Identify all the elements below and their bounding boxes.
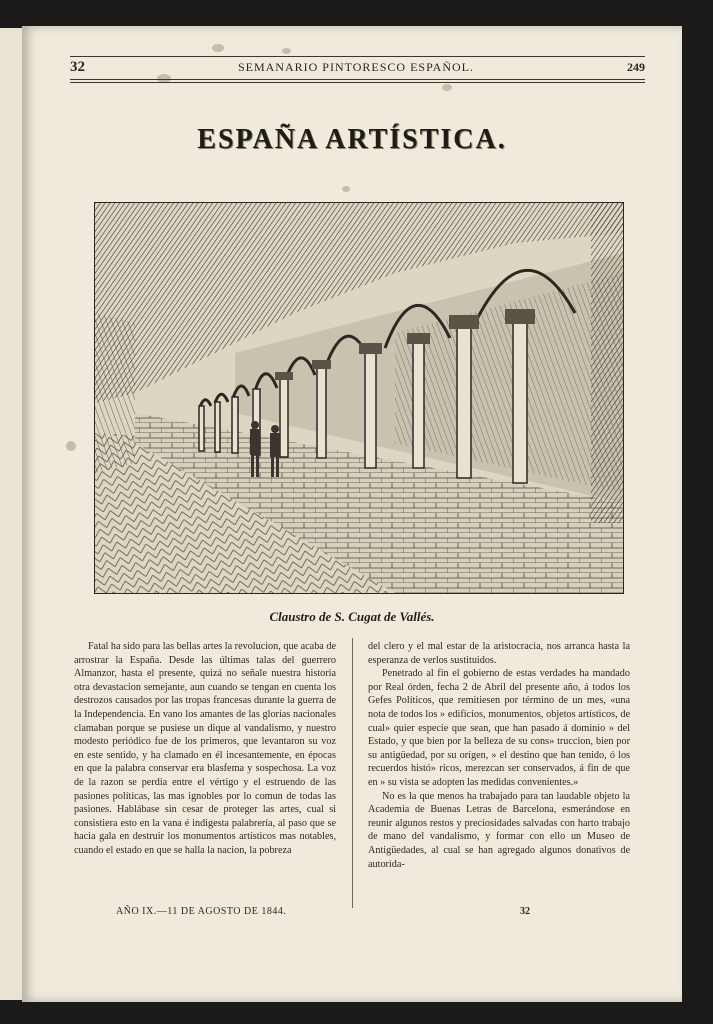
running-header <box>70 58 645 76</box>
engraving-caption: Claustro de S. Cugat de Vallés. <box>269 609 435 624</box>
header-rule-bottom-2 <box>70 82 645 83</box>
cloister-illustration <box>95 203 623 593</box>
page-number-right: 249 <box>626 59 645 74</box>
ink-stain <box>212 44 224 52</box>
previous-page-edge <box>0 28 23 1000</box>
column-divider <box>352 638 353 908</box>
article-column-right <box>368 640 630 871</box>
article-paragraph: Penetrado al fin el gobierno de estas verdades ha mandado por Real órden, fecha 2 de Abril del presente año, á todos los Gefes Políticos, que remitiesen por término de un mes, «una nota de todos los » edificios, monumentos, objetos artísticos, de cual» quier especie que sean, que han pasado á dominio » del Estado, y que bien por la belleza de su cons» truccion, bien por su antigüedad, por su orígen, » el destino que han tenido, ó los recuerdos histó» ricos, merezcan ser conservados, á fin de que en » su vista se adopten las medidas convenientes.» <box>368 668 630 788</box>
article-paragraph: del clero y el mal estar de la aristocracia, nos arranca hasta la esperanza de verlos sustituidos. <box>368 641 630 666</box>
page-number-left: 32 <box>70 58 85 75</box>
article-column-left <box>74 640 336 858</box>
sheet-number: 32 <box>520 906 530 917</box>
section-title: ESPAÑA ARTÍSTICA. <box>197 124 507 155</box>
header-rule-bottom <box>70 79 645 80</box>
periodical-title: SEMANARIO PINTORESCO ESPAÑOL. <box>237 59 475 74</box>
ink-stain <box>282 48 291 54</box>
article-paragraph: Fatal ha sido para las bellas artes la revolucion, que acaba de arrostrar la España. Desde las últimas talas del guerrero Almanzor, hasta el presente, quizá no señale nuestra historia otra devastacion semejante, aun cuando se tengan en cuenta los destrozos causados por las tropas francesas durante la guerra de la Independencia. En vano los amantes de las glorias nacionales clamaban porque se pusiese un dique al vandalismo, y nuestro modesto periódico fue de los primeros, que levantaron su voz en este sentido, y ha clamado en él incesantemente, en épocas en que la palabra conservar era blasfema y sospechosa. La voz de la razon se perdia entre el vértigo y el estruendo de las pasiones políticas, las mas ignobles por lo comun de todas las pasiones. Hablábase sin cesar de proteger las artes, cual si consistiera esto en la vana é indigesta palabrería, al paso que se hacia gala en destruir los monumentos artísticos mas notables, cuando el estado en que se halla la nacion, la pobreza <box>74 641 336 856</box>
ink-stain <box>442 84 452 91</box>
header-rule-top <box>70 56 645 57</box>
magazine-page <box>22 26 682 1002</box>
article-paragraph: No es la que menos ha trabajado para tan laudable objeto la Academia de Buenas Letras de Barcelona, esmerándose en reunir algunos restos y preciosidades salvadas con harto trabajo de mano del vandalismo, y formar con ello un Museo de Antigüedades, al cual se han agregado algunos donativos de autorida- <box>368 790 630 870</box>
ink-stain <box>342 186 350 192</box>
cloister-engraving <box>94 202 624 594</box>
issue-date: AÑO IX.—11 DE AGOSTO DE 1844. <box>116 906 287 917</box>
ink-stain <box>66 441 76 451</box>
